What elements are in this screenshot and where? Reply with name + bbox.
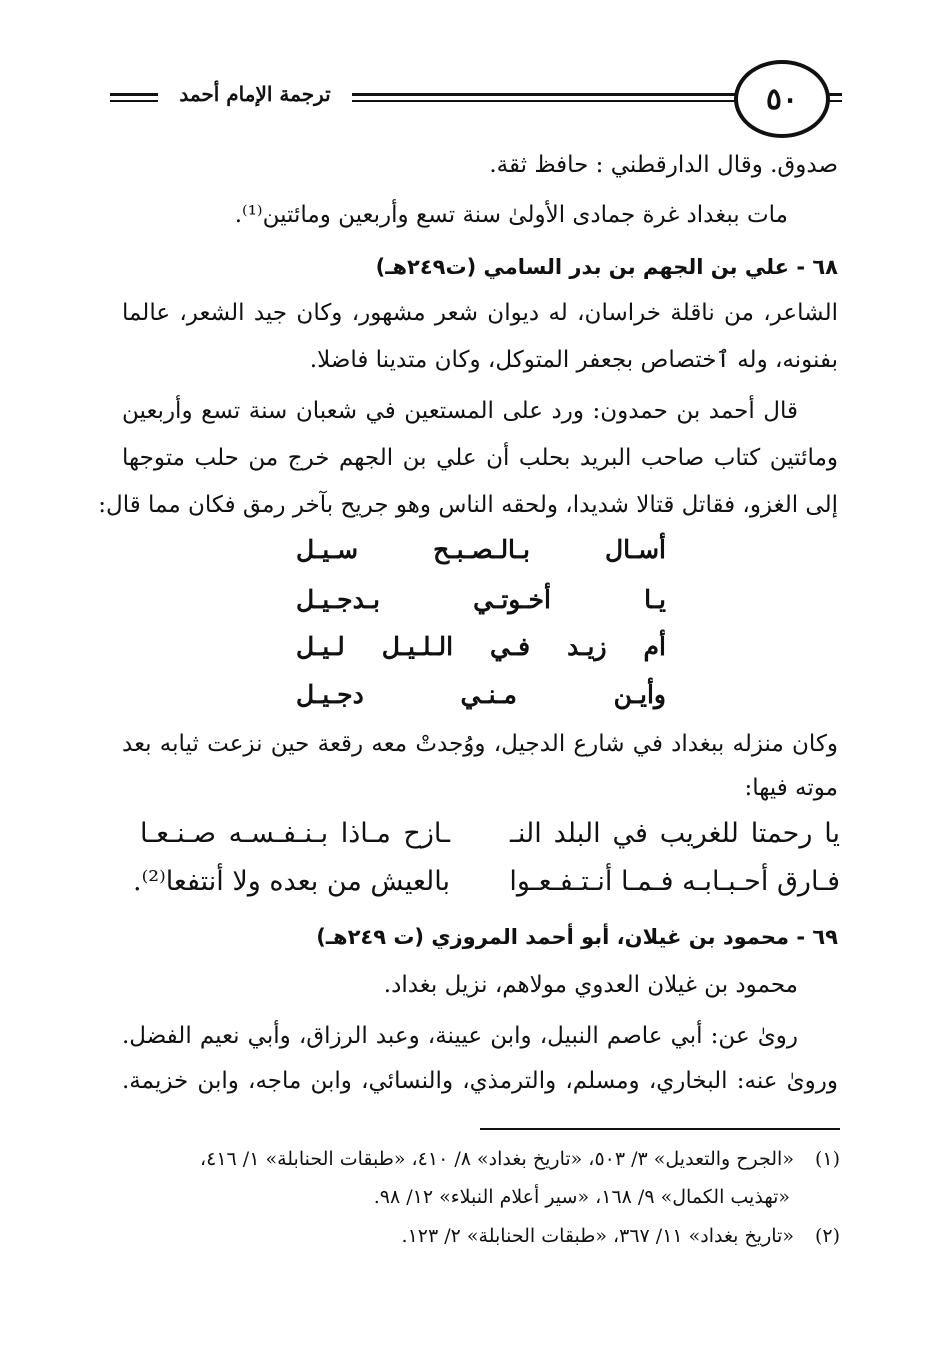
paragraph-line: محمود بن غيلان العدوي مولاهم، نزيل بغداد. [383, 972, 798, 998]
footnote-text: «تاريخ بغداد» ١١/ ٣٦٧، «طبقات الحنابلة» ٢/ ١٢٣. [401, 1225, 794, 1247]
header-rule-middle-thin [352, 100, 736, 102]
footnote-rule [480, 1128, 840, 1130]
paragraph-line: ومائتين كتاب صاحب البريد بحلب أن علي بن الجهم خرج من حلب متوجها [122, 445, 838, 471]
verse-line: أسـال بـالـصـبـح سـيـل [296, 535, 666, 564]
entry-heading-69 [122, 925, 838, 949]
verse-line: وأيـن مـنـي دجـيـل [296, 680, 666, 709]
running-title: ترجمة الإمام أحمد [179, 82, 331, 106]
paragraph-line: إلى الغزو، فقاتل قتالا شديدا، ولحقه الناس وهو جريح بآخر رمق فكان مما قال: [98, 492, 838, 518]
footnote-continuation: «تهذيب الكمال» ٩/ ١٦٨، «سير أعلام النبلاء» ١٢/ ٩٨. [373, 1186, 790, 1208]
entry-title: محمود بن غيلان، أبو أحمد المروزي (ت ٢٤٩هـ) [316, 925, 790, 949]
entry-title: علي بن الجهم بن بدر السامي (ت٢٤٩هـ) [375, 255, 790, 279]
paragraph-line: وكان منزله ببغداد في شارع الدجيل، ووُجدتْ معه رقعة حين نزعت ثيابه بعد [122, 731, 838, 757]
poem-hemistich-second: بالعيش من بعده ولا أنتفعا⁽²⁾. [133, 866, 450, 897]
entry-number: ٦٨ [812, 255, 838, 279]
footnote-number: (١) [814, 1148, 840, 1170]
paragraph-line: موته فيها: [744, 775, 838, 801]
entry-heading-68 [122, 255, 838, 279]
entry-number: ٦٩ [812, 925, 838, 949]
footnote [180, 1225, 840, 1247]
header-rule-middle [352, 93, 736, 96]
paragraph-line: رویٰ عن: أبي عاصم النبيل، وابن عيينة، وعبد الرزاق، وأبي نعيم الفضل. [122, 1023, 798, 1049]
verse-line: يـا أخـوتـي بـدجـيـل [296, 585, 666, 614]
poem-hemistich-second: ـازح مـاذا بـنـفـسـه صـنـعـا [140, 818, 450, 849]
footnote-text: «الجرح والتعديل» ٣/ ٥٠٣، «تاريخ بغداد» ٨/ ٤١٠، «طبقات الحنابلة» ١/ ٤١٦، [199, 1148, 794, 1170]
verse-line: أم زيـد فـي الـلـيـل لـيـل [296, 632, 666, 661]
text-line: صدوق. وقال الدارقطني : حافظ ثقة. [489, 152, 838, 178]
poem-couplet [140, 818, 840, 858]
footnote-number: (٢) [814, 1225, 840, 1247]
entry-dash: - [789, 925, 806, 949]
poem-hemistich-first: يا رحمتا للغريب في البلد النـ [510, 818, 840, 849]
header-rule-left [110, 93, 158, 96]
paragraph-line: الشاعر، من ناقلة خراسان، له ديوان شعر مشهور، وكان جيد الشعر، عالما [122, 300, 838, 326]
paragraph-line: قال أحمد بن حمدون: ورد على المستعين في شعبان سنة تسع وأربعين [122, 398, 798, 424]
paragraph-line: وروىٰ عنه: البخاري، ومسلم، والترمذي، والنسائي، وابن ماجه، وابن خزيمة. [122, 1068, 838, 1094]
page-number: ٥٠ [734, 60, 830, 138]
footnote [180, 1148, 840, 1170]
paragraph-line: بفنونه، وله ٱختصاص بجعفر المتوكل، وكان متدينا فاضلا. [309, 347, 838, 373]
text-line: مات ببغداد غرة جمادى الأولىٰ سنة تسع وأربعين ومائتين⁽¹⁾. [234, 202, 788, 228]
poem-couplet [133, 866, 840, 906]
poem-hemistich-first: فـارق أحـبـابـه فـمـا أنـتـفـعـوا [509, 866, 840, 897]
entry-dash: - [789, 255, 806, 279]
header-rule-left-thin [110, 100, 158, 102]
